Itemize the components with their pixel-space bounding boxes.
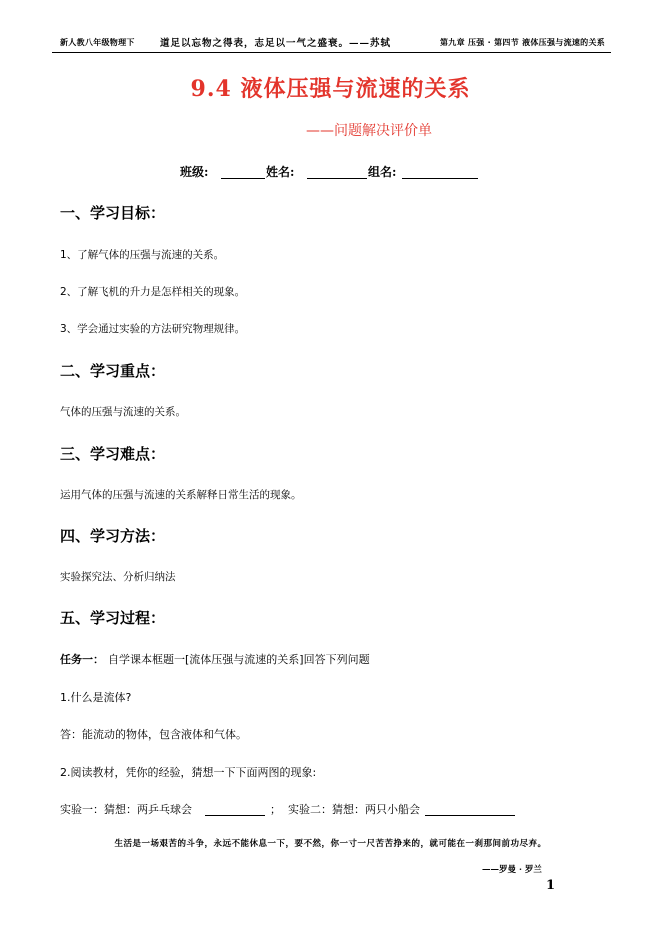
difficulties-heading: 三、学习难点： <box>60 445 166 463</box>
answer-1: 答：能流动的物体，包含液体和气体。 <box>60 728 247 741</box>
experiment-1-blank[interactable] <box>205 815 265 816</box>
header-quote: 道足以忘物之得表，志足以一气之盛衰。——苏轼 <box>160 38 392 49</box>
experiment-2-text: 实验二：猜想：两只小船会 <box>288 803 420 816</box>
methods-heading: 四、学习方法： <box>60 527 166 545</box>
goal-item: 1、了解气体的压强与流速的关系。 <box>60 249 225 261</box>
page-subtitle: ——问题解决评价单 <box>306 123 432 139</box>
name-label: 姓名: <box>266 165 295 179</box>
question-2: 2.阅读教材，凭你的经验，猜想一下下面两图的现象: <box>60 766 317 779</box>
footer-motto: 生活是一场艰苦的斗争，永远不能休息一下，要不然，你一寸一尺苦苦挣来的，就可能在一刹那间前功尽弃。 <box>114 839 547 849</box>
header-rule <box>52 52 611 53</box>
question-1: 1.什么是流体? <box>60 691 132 704</box>
class-blank[interactable] <box>221 178 265 179</box>
difficulties-text: 运用气体的压强与流速的关系解释日常生活的现象。 <box>60 489 302 501</box>
process-heading: 五、学习过程： <box>60 609 166 627</box>
footer-signature: ——罗曼 · 罗兰 <box>482 865 542 875</box>
page-title: 9.4 液体压强与流速的关系 <box>190 76 471 102</box>
group-label: 组名: <box>368 165 397 179</box>
goals-heading: 一、学习目标： <box>60 204 166 222</box>
header-course: 新人教八年级物理下 <box>60 38 135 47</box>
task-label: 任务一： <box>60 653 104 666</box>
experiment-separator: ； <box>270 803 281 816</box>
methods-text: 实验探究法、分析归纳法 <box>60 571 176 583</box>
header-chapter: 第九章 压强 · 第四节 液体压强与流速的关系 <box>440 38 606 47</box>
experiment-2-blank[interactable] <box>425 815 515 816</box>
goal-item: 2、了解飞机的升力是怎样相关的现象。 <box>60 286 246 298</box>
experiment-1-text: 实验一：猜想：两乒乓球会 <box>60 803 192 816</box>
key-points-heading: 二、学习重点： <box>60 362 166 380</box>
goal-item: 3、学会通过实验的方法研究物理规律。 <box>60 323 246 335</box>
name-blank[interactable] <box>307 178 367 179</box>
group-blank[interactable] <box>402 178 478 179</box>
page-number: 1 <box>546 878 556 893</box>
task-text: 自学课本框题一[流体压强与流速的关系]回答下列问题 <box>108 653 370 666</box>
class-label: 班级: <box>180 165 209 179</box>
key-points-text: 气体的压强与流速的关系。 <box>60 406 186 418</box>
